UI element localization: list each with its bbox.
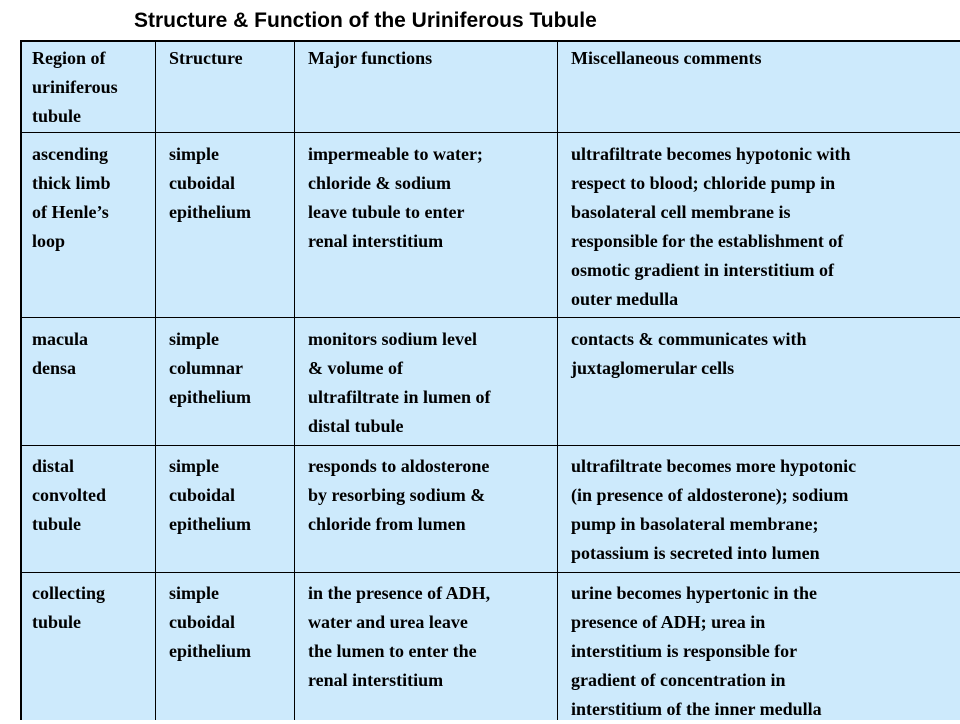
row4-region: [32, 579, 105, 637]
row1-region-line: ascending: [32, 144, 109, 164]
row3-region-line: tubule: [32, 514, 82, 534]
row4-functions-line: the lumen to enter the: [308, 641, 477, 661]
row4-comments-line: interstitium is responsible for: [571, 641, 798, 661]
row1-comments: [571, 140, 850, 314]
row2-structure-line: epithelium: [169, 387, 252, 407]
row-divider: [22, 445, 960, 446]
row3-region: [32, 452, 106, 539]
row4-structure: [169, 579, 251, 666]
row2-functions-line: & volume of: [308, 358, 403, 378]
row4-functions: [308, 579, 490, 695]
row1-functions-line: leave tubule to enter: [308, 202, 465, 222]
row1-comments-line: respect to blood; chloride pump in: [571, 173, 836, 193]
row4-functions-line: in the presence of ADH,: [308, 583, 491, 603]
row2-structure-line: simple: [169, 329, 220, 349]
row2-comments-line: juxtaglomerular cells: [571, 358, 735, 378]
row3-functions-line: responds to aldosterone: [308, 456, 490, 476]
header-region-line: Region of: [32, 48, 106, 68]
row3-region-line: distal: [32, 456, 75, 476]
row2-region-line: macula: [32, 329, 88, 349]
row3-structure-line: simple: [169, 456, 220, 476]
row1-structure-line: simple: [169, 144, 220, 164]
row4-region-line: collecting: [32, 583, 105, 603]
row4-functions-line: water and urea leave: [308, 612, 468, 632]
header-comments-line: Miscellaneous comments: [571, 48, 762, 68]
row2-functions-line: distal tubule: [308, 416, 404, 436]
row1-region-line: of Henle’s: [32, 202, 109, 222]
tubule-table: [20, 40, 960, 720]
row2-structure-line: columnar: [169, 358, 243, 378]
row1-comments-line: basolateral cell membrane is: [571, 202, 791, 222]
row3-functions-line: by resorbing sodium &: [308, 485, 486, 505]
row4-comments: [571, 579, 822, 724]
row4-region-line: tubule: [32, 612, 82, 632]
row1-functions-line: chloride & sodium: [308, 173, 452, 193]
row4-comments-line: gradient of concentration in: [571, 670, 786, 690]
row4-structure-line: cuboidal: [169, 612, 236, 632]
row2-functions-line: monitors sodium level: [308, 329, 477, 349]
row2-structure: [169, 325, 251, 412]
row2-functions: [308, 325, 490, 441]
row4-structure-line: epithelium: [169, 641, 252, 661]
column-divider: [557, 42, 558, 720]
row1-comments-line: osmotic gradient in interstitium of: [571, 260, 834, 280]
row4-comments-line: urine becomes hypertonic in the: [571, 583, 817, 603]
row3-comments-line: (in presence of aldosterone); sodium: [571, 485, 849, 505]
row3-structure: [169, 452, 251, 539]
row4-comments-line: interstitium of the inner medulla: [571, 699, 822, 719]
header-structure: [169, 44, 243, 73]
row1-region: [32, 140, 111, 256]
row1-region-line: loop: [32, 231, 66, 251]
row2-comments: [571, 325, 806, 383]
column-divider: [155, 42, 156, 720]
row1-structure: [169, 140, 251, 227]
header-comments: [571, 44, 761, 73]
header-region: [32, 44, 118, 131]
row3-comments: [571, 452, 856, 568]
header-region-line: tubule: [32, 106, 82, 126]
row4-structure-line: simple: [169, 583, 220, 603]
row-divider: [22, 317, 960, 318]
row3-comments-line: pump in basolateral membrane;: [571, 514, 819, 534]
header-region-line: uriniferous: [32, 77, 118, 97]
row1-comments-line: ultrafiltrate becomes hypotonic with: [571, 144, 851, 164]
row4-functions-line: renal interstitium: [308, 670, 444, 690]
row2-functions-line: ultrafiltrate in lumen of: [308, 387, 491, 407]
row1-region-line: thick limb: [32, 173, 111, 193]
header-functions: [308, 44, 432, 73]
row1-functions-line: impermeable to water;: [308, 144, 483, 164]
header-structure-line: Structure: [169, 48, 243, 68]
row2-comments-line: contacts & communicates with: [571, 329, 807, 349]
row3-comments-line: potassium is secreted into lumen: [571, 543, 820, 563]
page-title: Structure & Function of the Uriniferous Tubule: [134, 9, 597, 32]
row3-functions-line: chloride from lumen: [308, 514, 466, 534]
row3-structure-line: cuboidal: [169, 485, 236, 505]
row1-functions: [308, 140, 483, 256]
header-functions-line: Major functions: [308, 48, 433, 68]
row2-region-line: densa: [32, 358, 77, 378]
row-divider: [22, 132, 960, 133]
row3-structure-line: epithelium: [169, 514, 252, 534]
row3-functions: [308, 452, 489, 539]
row1-comments-line: outer medulla: [571, 289, 679, 309]
row3-region-line: convolted: [32, 485, 106, 505]
row3-comments-line: ultrafiltrate becomes more hypotonic: [571, 456, 857, 476]
row-divider: [22, 572, 960, 573]
row1-structure-line: cuboidal: [169, 173, 236, 193]
row4-comments-line: presence of ADH; urea in: [571, 612, 766, 632]
row2-region: [32, 325, 88, 383]
row1-comments-line: responsible for the establishment of: [571, 231, 844, 251]
row1-functions-line: renal interstitium: [308, 231, 444, 251]
row1-structure-line: epithelium: [169, 202, 252, 222]
column-divider: [294, 42, 295, 720]
